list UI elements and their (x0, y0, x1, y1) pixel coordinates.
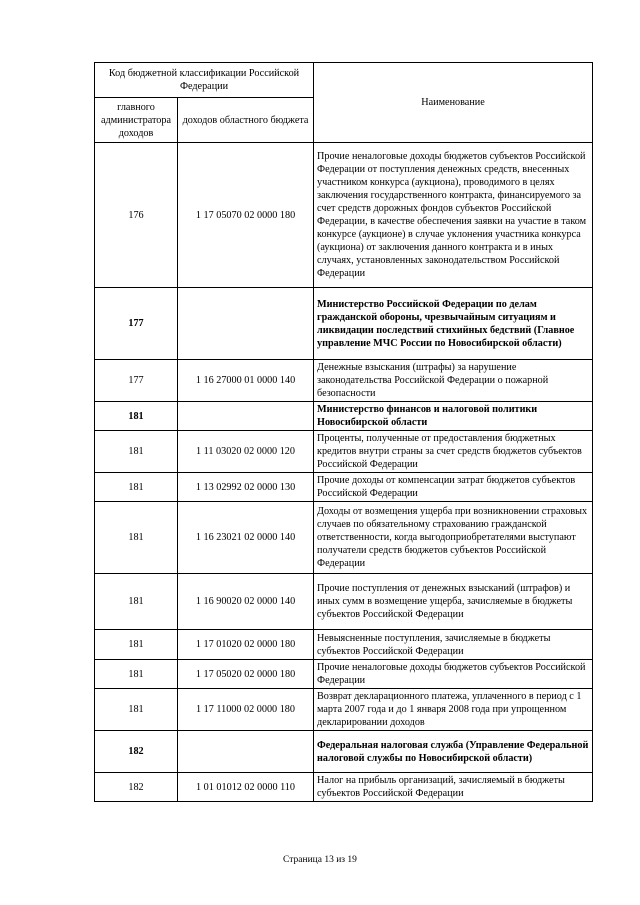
row-name: Прочие неналоговые доходы бюджетов субъектов Российской Федерации от поступления денежных средств, внесенных участником конкурса (аукциона), проводимого в целях заключения государственного контракта, финансируемого за счет средств дорожных фондов субъектов Российской Федерации, в качестве обеспечения заявки на участие в таком конкурсе (аукционе) в случае уклонения участника конкурса (аукциона) от заключения данного контракта и в иных случаях, установленных законодательством Российской Федерации (314, 143, 593, 288)
revenue-code: 1 16 23021 02 0000 140 (178, 502, 314, 574)
revenue-code (178, 402, 314, 431)
row-name: Прочие доходы от компенсации затрат бюджетов субъектов Российской Федерации (314, 473, 593, 502)
admin-code: 181 (95, 431, 178, 473)
table-row (95, 574, 593, 630)
admin-code: 181 (95, 502, 178, 574)
admin-code: 182 (95, 773, 178, 802)
budget-classification-table (94, 62, 593, 802)
header-bcc-title: Код бюджетной классификации Российской Федерации (95, 63, 314, 98)
admin-code: 181 (95, 574, 178, 630)
table-row (95, 689, 593, 731)
table-row (95, 660, 593, 689)
table-row (95, 731, 593, 773)
row-name: Денежные взыскания (штрафы) за нарушение законодательства Российской Федерации о пожарной безопасности (314, 360, 593, 402)
table-row (95, 630, 593, 660)
revenue-code: 1 17 05070 02 0000 180 (178, 143, 314, 288)
admin-code: 181 (95, 660, 178, 689)
row-name: Министерство финансов и налоговой политики Новосибирской области (314, 402, 593, 431)
revenue-code: 1 17 01020 02 0000 180 (178, 630, 314, 660)
table-row (95, 402, 593, 431)
table-row (95, 473, 593, 502)
table-row (95, 431, 593, 473)
admin-code: 181 (95, 630, 178, 660)
row-name: Невыясненные поступления, зачисляемые в бюджеты субъектов Российской Федерации (314, 630, 593, 660)
revenue-code (178, 731, 314, 773)
header-admin-column: главного администратора доходов (95, 98, 178, 143)
revenue-code: 1 16 90020 02 0000 140 (178, 574, 314, 630)
table-row (95, 288, 593, 360)
header-revenue-column: доходов областного бюджета (178, 98, 314, 143)
row-name: Прочие поступления от денежных взысканий (штрафов) и иных сумм в возмещение ущерба, зачисляемые в бюджеты субъектов Российской Федерации (314, 574, 593, 630)
table-row (95, 773, 593, 802)
table-row (95, 143, 593, 288)
row-name: Прочие неналоговые доходы бюджетов субъектов Российской Федерации (314, 660, 593, 689)
admin-code: 177 (95, 360, 178, 402)
row-name: Доходы от возмещения ущерба при возникновении страховых случаев по обязательному страхованию гражданской ответственности, когда выгодоприобретателями выступают получатели средств бюджетов субъектов Российской Федерации (314, 502, 593, 574)
admin-code: 176 (95, 143, 178, 288)
row-name: Министерство Российской Федерации по делам гражданской обороны, чрезвычайным ситуациям и ликвидации последствий стихийных бедствий (Главное управление МЧС России по Новосибирской области) (314, 288, 593, 360)
revenue-code: 1 11 03020 02 0000 120 (178, 431, 314, 473)
admin-code: 177 (95, 288, 178, 360)
revenue-code: 1 13 02992 02 0000 130 (178, 473, 314, 502)
row-name: Проценты, полученные от предоставления бюджетных кредитов внутри страны за счет средств бюджетов субъектов Российской Федерации (314, 431, 593, 473)
table-row (95, 360, 593, 402)
revenue-code: 1 17 11000 02 0000 180 (178, 689, 314, 731)
admin-code: 181 (95, 689, 178, 731)
admin-code: 182 (95, 731, 178, 773)
admin-code: 181 (95, 473, 178, 502)
revenue-code: 1 01 01012 02 0000 110 (178, 773, 314, 802)
table-row (95, 502, 593, 574)
revenue-code (178, 288, 314, 360)
row-name: Налог на прибыль организаций, зачисляемый в бюджеты субъектов Российской Федерации (314, 773, 593, 802)
row-name: Возврат декларационного платежа, уплаченного в период с 1 марта 2007 года и до 1 января 2008 года при упрощенном декларировании доходов (314, 689, 593, 731)
page-number: Страница 13 из 19 (283, 855, 357, 865)
row-name: Федеральная налоговая служба (Управление Федеральной налоговой службы по Новосибирской области) (314, 731, 593, 773)
admin-code: 181 (95, 402, 178, 431)
header-name-title: Наименование (314, 63, 593, 143)
revenue-code: 1 16 27000 01 0000 140 (178, 360, 314, 402)
revenue-code: 1 17 05020 02 0000 180 (178, 660, 314, 689)
